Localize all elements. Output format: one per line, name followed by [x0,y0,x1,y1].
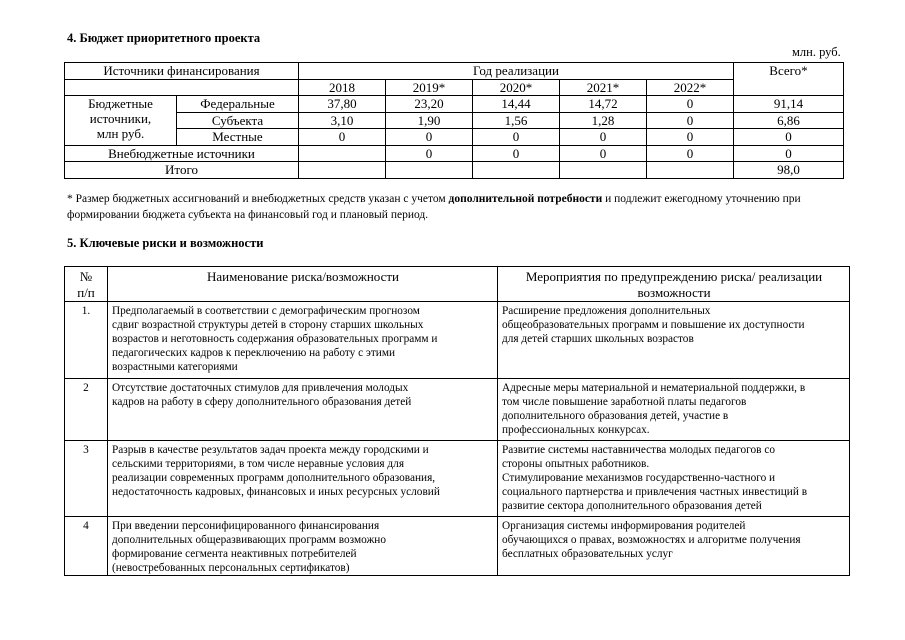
total-cell: 91,14 [734,96,844,113]
risks-table [64,266,850,576]
measure-cell [498,302,850,379]
text-line: возрастными категориями [112,361,238,373]
header-sources: Источники финансирования [65,63,299,80]
value-cell [299,145,386,162]
measure-cell [498,379,850,441]
budget-header-row [65,63,844,80]
budget-row-local [65,129,844,146]
header-year: Год реализации [299,63,734,80]
footnote-emphasis: дополнительной потребности [448,193,603,205]
budget-table [64,62,844,179]
text-line: недостаточность кадровых, финансовых и иных ресурсных условий [112,486,440,498]
measure-cell [498,441,850,517]
group-line: млн руб. [96,126,145,141]
empty-cell [65,79,299,96]
text-line: возрастов и неготовность содержания образовательных программ и [112,333,438,345]
row-num: 4 [65,517,108,576]
text-line: стороны опытных работников. [502,458,650,470]
header-num [65,267,108,302]
budget-row-total [65,162,844,179]
text-line: бесплатных образовательных услуг [502,548,673,560]
value-cell: 0 [647,112,734,129]
risk-cell [108,517,498,576]
row-num: 1. [65,302,108,379]
text-line: социального партнерства и привлечения частных инвестиций в [502,486,808,498]
budget-sources-group [65,96,177,146]
risk-cell [108,441,498,517]
text-line: При введении персонифицированного финансирования [112,520,380,532]
risk-row [65,517,850,576]
value-cell: 14,72 [560,96,647,113]
risk-row [65,441,850,517]
budget-years-row [65,79,844,96]
value-cell: 37,80 [299,96,386,113]
header-num-line: № [79,269,93,284]
row-num: 3 [65,441,108,517]
value-cell: 1,28 [560,112,647,129]
text-line: дополнительного образования детей, участие в [502,410,729,422]
value-cell: 14,44 [473,96,560,113]
value-cell: 0 [473,145,560,162]
text-line: профессиональных конкурсах. [502,424,650,436]
budget-row-extrabudget [65,145,844,162]
year-cell: 2019* [386,79,473,96]
group-line: Бюджетные [88,96,153,111]
text-line: реализации современных программ дополнительного образования, [112,472,436,484]
header-num-line: п/п [77,285,95,300]
value-cell: 0 [386,129,473,146]
value-cell: 0 [560,129,647,146]
text-line: Развитие системы наставничества молодых педагогов со [502,444,776,456]
text-line: Предполагаемый в соответствии с демографическим прогнозом [112,305,420,317]
row-label: Местные [177,129,299,146]
value-cell [386,162,473,179]
header-measure-line: Мероприятия по предупреждению риска/ реализации [525,269,823,284]
row-label: Внебюджетные источники [65,145,299,162]
value-cell: 1,90 [386,112,473,129]
year-cell: 2022* [647,79,734,96]
text-line: Расширение предложения дополнительных [502,305,711,317]
text-line: Стимулирование механизмов государственно-частного и [502,472,776,484]
value-cell: 0 [473,129,560,146]
text-line: Организация системы информирования родителей [502,520,746,532]
value-cell: 0 [386,145,473,162]
text-line: том числе повышение заработной платы педагогов [502,396,747,408]
section-5-heading: 5. Ключевые риски и возможности [67,236,264,250]
value-cell [473,162,560,179]
row-num: 2 [65,379,108,441]
value-cell [647,162,734,179]
text-line: дополнительных общеразвивающих программ возможно [112,534,386,546]
group-line: источники, [89,111,152,126]
row-label: Итого [65,162,299,179]
text-line: сельскими территориями, в том числе неравные условия для [112,458,405,470]
header-measure-line: возможности [637,285,711,300]
risk-cell [108,379,498,441]
value-cell: 0 [647,145,734,162]
text-line: Отсутствие достаточных стимулов для привлечения молодых [112,382,409,394]
unit-label: млн. руб. [792,45,841,59]
value-cell: 23,20 [386,96,473,113]
footnote-text: * Размер бюджетных ассигнований и внебюджетных средств указан с учетом [67,193,449,205]
value-cell [560,162,647,179]
risk-cell [108,302,498,379]
total-cell: 0 [734,145,844,162]
value-cell: 1,56 [473,112,560,129]
value-cell: 0 [647,96,734,113]
header-risk: Наименование риска/возможности [108,267,498,302]
risk-row [65,379,850,441]
row-label: Федеральные [177,96,299,113]
value-cell: 0 [647,129,734,146]
total-cell: 98,0 [734,162,844,179]
value-cell [299,162,386,179]
text-line: развитие сектора дополнительного образования детей [502,500,762,512]
text-line: (невостребованных персональных сертификатов) [112,562,350,574]
budget-footnote [67,191,847,223]
value-cell: 0 [560,145,647,162]
text-line: для детей старших школьных возрастов [502,333,694,345]
value-cell: 3,10 [299,112,386,129]
text-line: кадров на работу в сферу дополнительного образования детей [112,396,412,408]
measure-cell [498,517,850,576]
text-line: обучающихся о правах, возможностях и алгоритме получения [502,534,801,546]
text-line: педагогических кадров к переключению на работу с этими [112,347,396,359]
header-measure [498,267,850,302]
header-total: Всего* [734,63,844,96]
value-cell: 0 [299,129,386,146]
text-line: Разрыв в качестве результатов задач проекта между городскими и [112,444,429,456]
risks-header-row [65,267,850,302]
year-cell: 2018 [299,79,386,96]
text-line: общеобразовательных программ и повышение их доступности [502,319,805,331]
total-cell: 6,86 [734,112,844,129]
footnote-text: и подлежит ежегодному уточнению при формировании бюджета субъекта на финансовый год и плановый период. [67,193,801,221]
row-label: Субъекта [177,112,299,129]
budget-row-federal [65,96,844,113]
text-line: формирование сегмента неактивных потребителей [112,548,357,560]
year-cell: 2021* [560,79,647,96]
section-4-heading: 4. Бюджет приоритетного проекта [67,31,261,45]
budget-row-subject [65,112,844,129]
year-cell: 2020* [473,79,560,96]
text-line: сдвиг возрастной структуры детей в сторону старших школьных [112,319,424,331]
total-cell: 0 [734,129,844,146]
risk-row [65,302,850,379]
text-line: Адресные меры материальной и нематериальной поддержки, в [502,382,806,394]
